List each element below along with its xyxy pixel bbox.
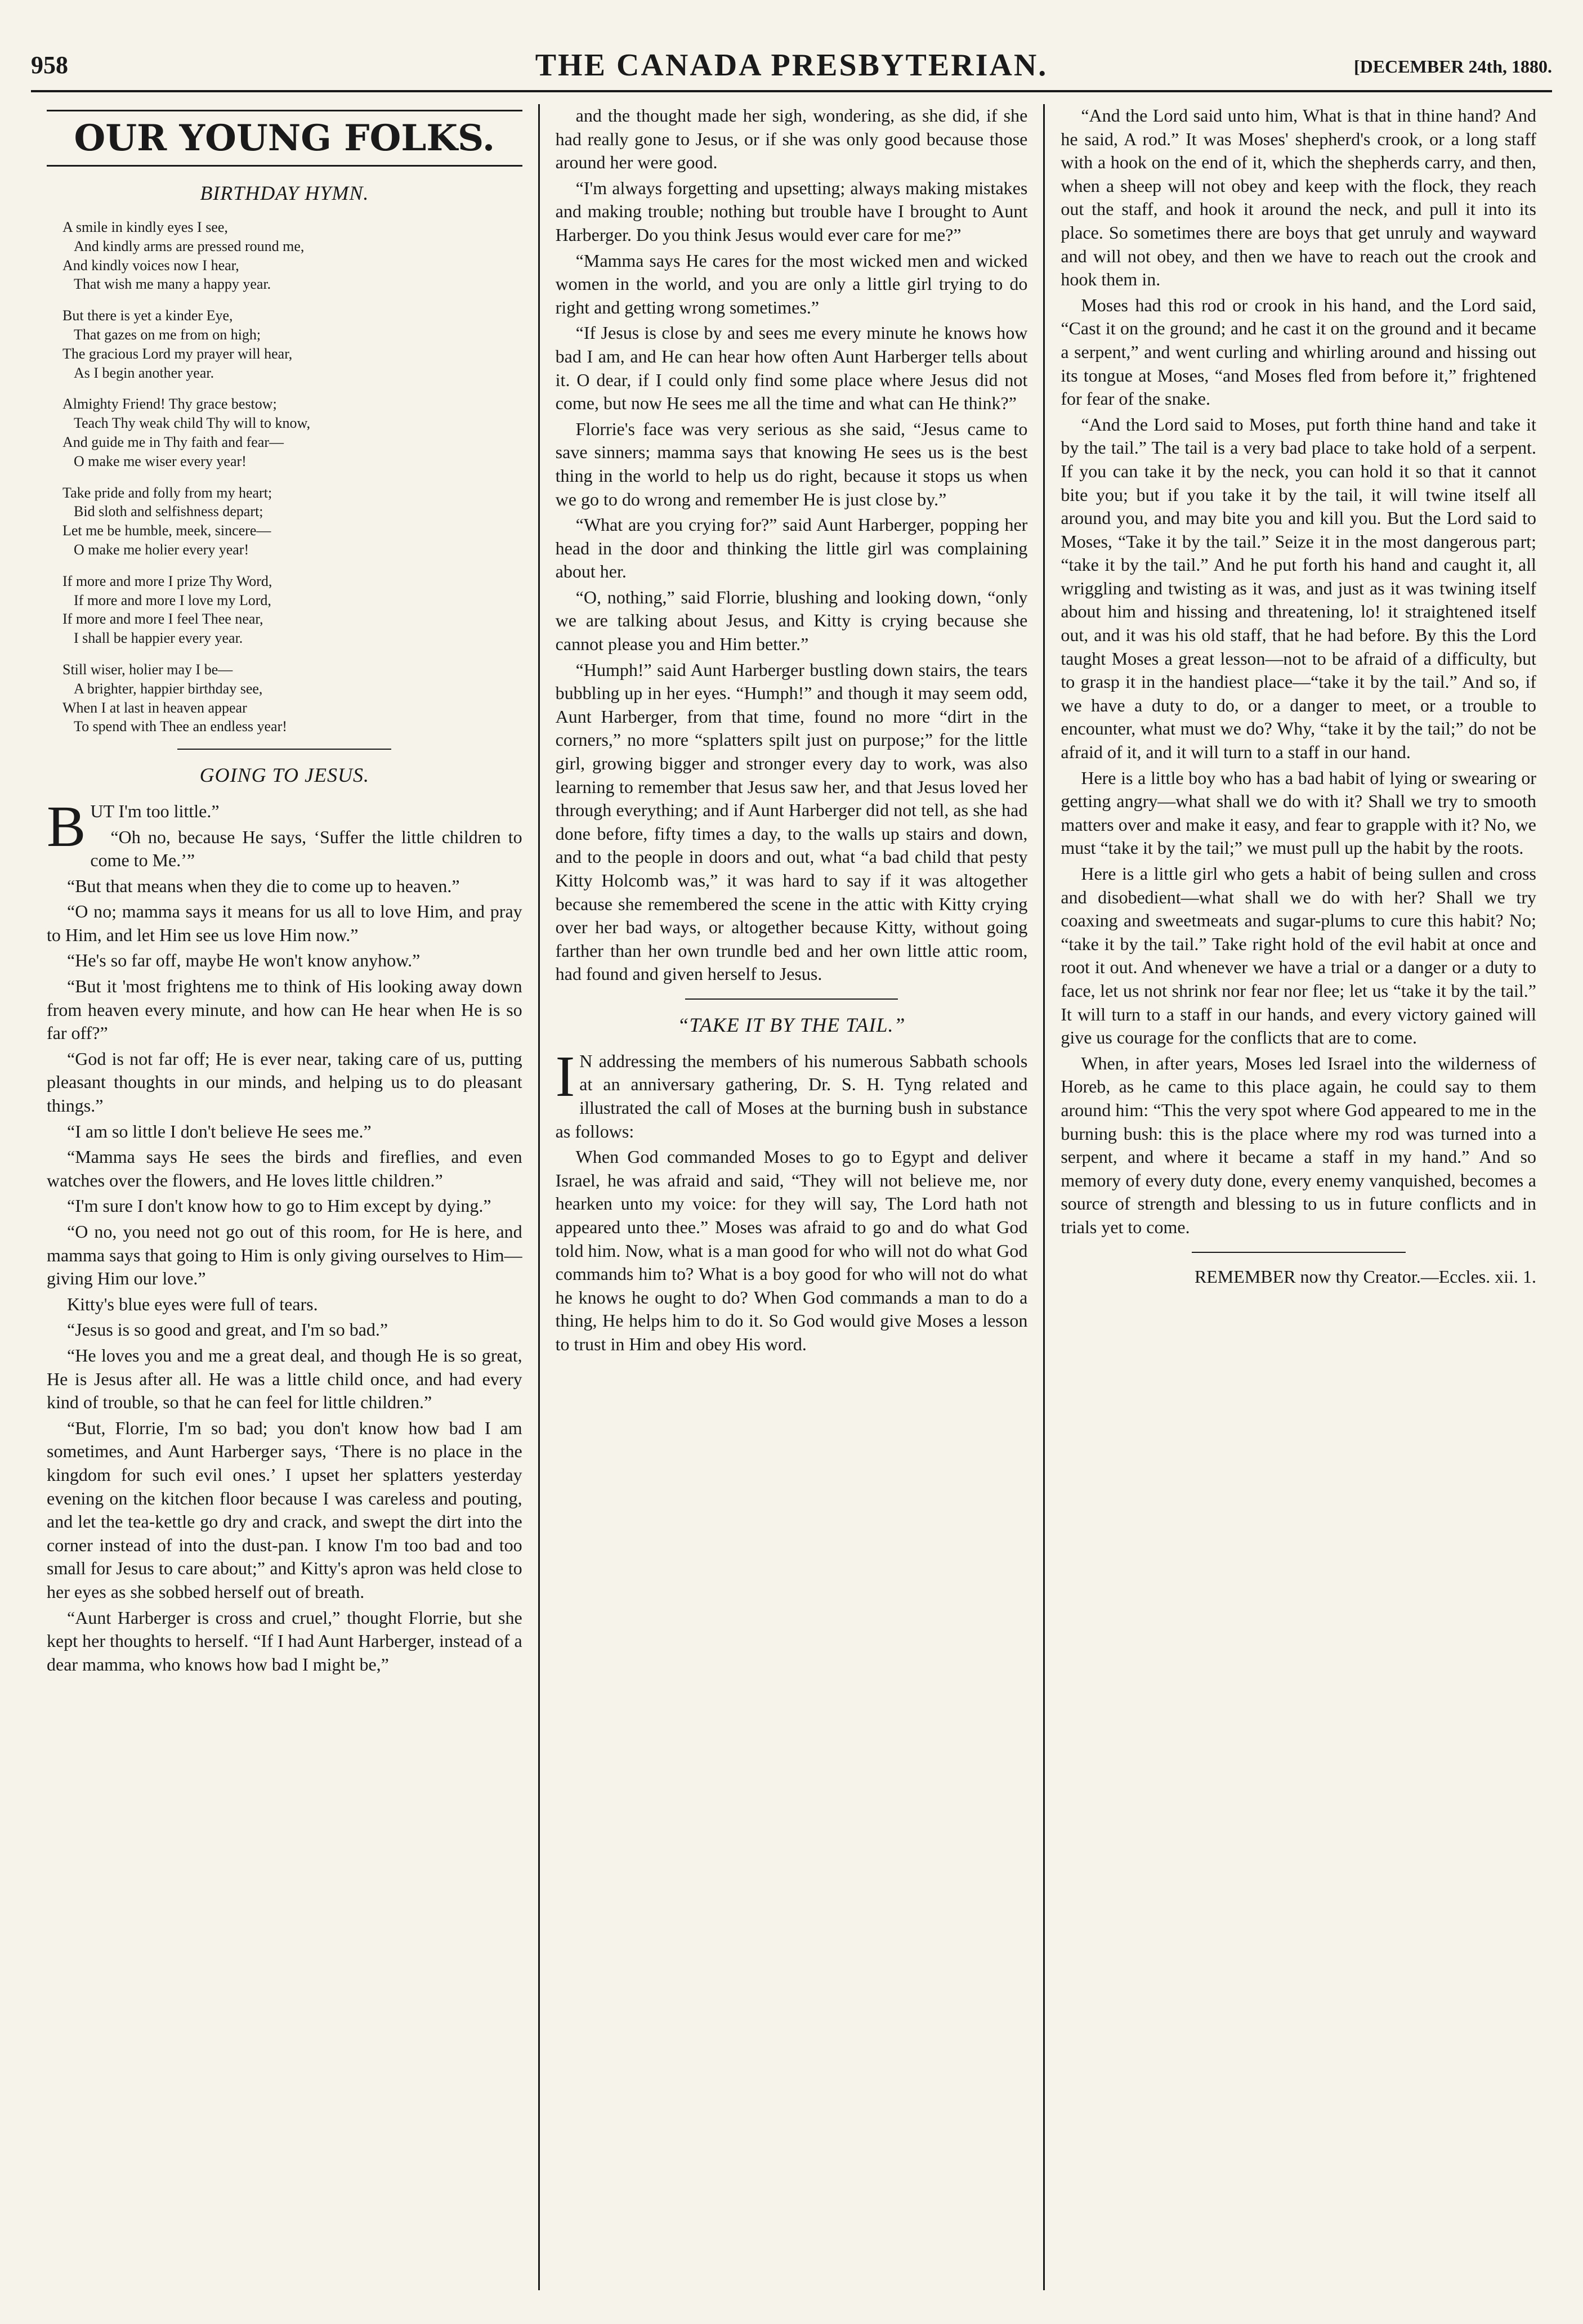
columns [31, 104, 1552, 2290]
hymn-stanza [62, 660, 522, 736]
section-heading: OUR YOUNG FOLKS. [47, 110, 522, 167]
hymn-line: Let me be humble, meek, sincere— [62, 522, 271, 539]
hymn-line: And kindly arms are pressed round me, [74, 238, 305, 254]
paragraph: “What are you crying for?” said Aunt Harberger, popping her head in the door and thinking the little girl was complaining about her. [555, 514, 1028, 582]
paragraph: Here is a little girl who gets a habit of being sullen and cross and disobedient—what shall we do with her? Shall we try coaxing and sweetmeats and sugar-plums to cure this habit? No; “take it by the tail.” Take right hold of the evil habit at once and root it out. And whenever we have a trial or a danger or a duty to face, let us not shrink nor fear nor flee; let us “take it by the tail.” It will turn to a staff in our hands, and every victory gained will give us courage for the conflicts that are to come. [1061, 863, 1536, 1048]
hymn-line: And guide me in Thy faith and fear— [62, 433, 284, 450]
take-it-title: “TAKE IT BY THE TAIL.” [677, 1013, 906, 1036]
paragraph: “But it 'most frightens me to think of His looking away down from heaven every minute, and how can He hear when He is so far off?” [47, 976, 522, 1044]
hymn-stanza [62, 572, 522, 648]
paragraph: Kitty's blue eyes were full of tears. [67, 1293, 318, 1314]
dropcap-i: I [555, 1044, 575, 1109]
paragraph: “And the Lord said unto him, What is that in thine hand? And he said, A rod.” It was Moses' shepherd's crook, or a long staff with a hook on the end of it, which the shepherds carry, and then, when a sheep will not obey and keep with the flock, they reach out the staff, and hook it around the neck, and pull it into its place. So sometimes there are boys that get unruly and wayward and will not obey, and then we have to reach out the crook and hook them in. [1061, 105, 1536, 290]
going-to-jesus-body-2 [556, 104, 1028, 986]
hymn-line: A smile in kindly eyes I see, [62, 218, 228, 235]
paragraph: “Humph!” said Aunt Harberger bustling down stairs, the tears bubbling up in her eyes. “Humph!” and though it may seem odd, Aunt Harberger, from that time, found no more “dirt in the corners,” no more “splatters spilt just on purpose;” for the little girl, growing bigger and stronger every day to work, was also learning to remember that Jesus saw her, and that Jesus loved her through everything; and if Aunt Harberger did not tell, as she had done before, fifty times a day, to the walls up stairs and down, and to the people in doors and out, what “a bad child that pesty Kitty Holcomb was,” it was hard to say if it was altogether because she remembered the scene in the attic with Kitty crying over her bad ways, or altogether because Kitty, without going farther than her own trundle bed and her own little attic room, had found and given herself to Jesus. [555, 659, 1028, 984]
hymn-line: Bid sloth and selfishness depart; [74, 503, 263, 520]
paragraph: “I am so little I don't believe He sees me.” [67, 1121, 372, 1141]
paragraph: “Aunt Harberger is cross and cruel,” thought Florrie, but she kept her thoughts to herself. “If I had Aunt Harberger, instead of a dear mamma, who knows how bad I might be,” [47, 1607, 522, 1674]
hymn-line: But there is yet a kinder Eye, [62, 307, 233, 324]
paragraph: When God commanded Moses to go to Egypt and deliver Israel, he was afraid and said, “They will not believe me, nor hearken unto my voice: for they will say, The Lord hath not appeared unto thee.” Moses was afraid to go and do what God told him. Now, what is a man good for who will not do what God commands him to? What is a boy good for who will not do what he knows he ought to do? When God commands a man to do a thing, He helps him to do it. So God would give Moses a lesson to trust in Him and obey His word. [555, 1147, 1028, 1354]
column-1 [31, 104, 538, 2290]
paragraph: “He loves you and me a great deal, and though He is so great, He is Jesus after all. He was a little child once, and had every kind of trouble, so that he can feel for little children.” [47, 1345, 522, 1413]
hymn-line: A brighter, happier birthday see, [74, 680, 263, 697]
column-3 [1045, 104, 1552, 2290]
hymn-line: Take pride and folly from my heart; [62, 484, 272, 501]
paragraph: and the thought made her sigh, wondering, as she did, if she had really gone to Jesus, or if she was only good because those around her were good. [555, 105, 1028, 173]
divider [177, 749, 391, 750]
paragraph: “Mamma says He cares for the most wicked men and wicked women in the world, and you are only a little girl trying to do right and getting wrong sometimes.” [555, 250, 1028, 317]
hymn-stanza [62, 306, 522, 382]
paragraph: “Oh no, because He says, ‘Suffer the little children to come to Me.’” [90, 826, 522, 871]
hymn-stanza [62, 218, 522, 294]
masthead [31, 45, 1552, 92]
closing-lead: REMEMBER [1194, 1266, 1296, 1287]
dropcap-b: B [47, 794, 86, 859]
paragraph: Moses had this rod or crook in his hand, and the Lord said, “Cast it on the ground; and he cast it on the ground and it became a serpent,” and went curling and whirling around and hissing out its tongue at Moses, “and Moses fled from before it,” frightened for fear of the snake. [1061, 294, 1536, 409]
take-it-body-2 [1061, 104, 1536, 1239]
hymn-line: O make me wiser every year! [74, 453, 247, 469]
take-it-opening [555, 1044, 1028, 1143]
column-2 [538, 104, 1045, 2290]
paragraph: “O no, you need not go out of this room, for He is here, and mamma says that going to Him is only giving ourselves to Him—giving Him our love.” [47, 1221, 522, 1289]
paragraph: “O, nothing,” said Florrie, blushing and looking down, “only we are talking about Jesus, and Kitty is crying because she cannot please you and Him better.” [555, 586, 1028, 655]
divider [685, 998, 897, 1000]
paragraph: “But that means when they die to come up to heaven.” [67, 875, 460, 896]
hymn-line: If more and more I feel Thee near, [62, 611, 263, 628]
paragraph: “God is not far off; He is ever near, taking care of us, putting pleasant thoughts in our minds, and helping us to do pleasant things.” [47, 1048, 522, 1116]
hymn-line: If more and more I prize Thy Word, [62, 572, 272, 589]
paragraph: “Mamma says He sees the birds and fireflies, and even watches over the flowers, and He loves little children.” [47, 1147, 522, 1190]
hymn-line: That gazes on me from on high; [74, 326, 261, 343]
hymn-line: If more and more I love my Lord, [74, 592, 271, 608]
paragraph: “O no; mamma says it means for us all to love Him, and pray to Him, and let Him see us love Him now.” [47, 901, 522, 945]
closing-verse [1061, 1265, 1536, 1289]
going-to-jesus-title: GOING TO JESUS. [199, 764, 369, 787]
birthday-hymn [62, 218, 522, 736]
page-number: 958 [31, 51, 68, 79]
opening-text: UT I'm too little.” [90, 800, 220, 821]
paragraph: Here is a little boy who has a bad habit of lying or swearing or getting angry—what shall we do with it? Shall we try to smooth matters over and make it easy, and fear to grapple with it? No, we must “take it by the tail;” we must pull up the habit by the roots. [1061, 767, 1536, 858]
hymn-title: BIRTHDAY HYMN. [200, 182, 369, 205]
hymn-line: Teach Thy weak child Thy will to know, [74, 415, 311, 432]
hymn-stanza [62, 395, 522, 471]
paragraph: Florrie's face was very serious as she said, “Jesus came to save sinners; mamma says that knowing He sees us is the best thing in the world to help us do right, because it stops us when we go to do wrong and remember He is just close by.” [555, 418, 1028, 509]
going-to-jesus-body-1 [47, 826, 522, 1677]
hymn-line: As I begin another year. [74, 364, 214, 381]
hymn-stanza [62, 483, 522, 559]
paper-title: THE CANADA PRESBYTERIAN. [535, 48, 1048, 83]
paragraph: “And the Lord said to Moses, put forth thine hand and take it by the tail.” The tail is a very bad place to take hold of a serpent. If you can take it by the neck, you can hold it so that it cannot bite you; but if you take it by the tail, it will twine itself all around you, and may bite you and kill you. But the Lord said to Moses, “Take it by the tail.” Seize it in the most dangerous part; “take it by the tail.” And he put forth his hand and caught it, all wriggling and twisting as it was, and just as it was twining itself about him and hissing and threatening, lo! it straightened itself out, and it was his old staff, that he had before. By this the Lord taught Moses a great lesson—not to be afraid of a difficulty, but to grasp it in the handiest place—“take it by the tail.” And so, if we have a duty to do, or a danger to meet, or a trouble to encounter, what must we do? Why, “take it by the tail;” do not be afraid of it, and it will turn to a staff in our hand. [1061, 414, 1536, 763]
hymn-line: When I at last in heaven appear [62, 699, 247, 716]
divider [1192, 1252, 1406, 1253]
issue-date: [DECEMBER 24th, 1880. [1353, 56, 1552, 77]
closing-rest: now thy Creator.—Eccles. xii. 1. [1295, 1266, 1536, 1287]
hymn-line: That wish me many a happy year. [74, 276, 271, 293]
take-it-body-1 [556, 1145, 1028, 1356]
paragraph: “I'm always forgetting and upsetting; always making mistakes and making trouble; nothing but trouble have I brought to Aunt Harberger. Do you think Jesus would ever care for me?” [555, 177, 1028, 245]
hymn-line: And kindly voices now I hear, [62, 257, 239, 274]
paragraph: “I'm sure I don't know how to go to Him except by dying.” [67, 1195, 491, 1216]
opening-text: N addressing the members of his numerous Sabbath schools at an anniversary gathering, Dr. S. H. Tyng related and illustrated the call of Moses at the burning bush in substance as follows: [555, 1050, 1028, 1141]
paragraph: “If Jesus is close by and sees me every minute he knows how bad I am, and He can hear how often Aunt Harberger tells about it. O dear, if I could only find some place where Jesus did not come, but now He sees me all the time and what can He think?” [555, 323, 1028, 414]
paragraph: “But, Florrie, I'm so bad; you don't know how bad I am sometimes, and Aunt Harberger says, ‘There is no place in the kingdom for such evil ones.’ I upset her splatters yesterday evening on the kitchen floor because I was careless and pouting, and let the tea-kettle go dry and crack, and swept the dirt into the corner instead of into the dust-pan. I know I'm too bad and too small for Jesus to care about;” and Kitty's apron was held close to her eyes as she sobbed herself out of breath. [47, 1417, 522, 1602]
hymn-line: To spend with Thee an endless year! [74, 718, 287, 735]
hymn-line: Almighty Friend! Thy grace bestow; [62, 396, 277, 413]
paragraph: When, in after years, Moses led Israel into the wilderness of Horeb, as he came to this place again, he could say to them around him: “This the very spot where God appeared to me in the burning bush: this is the place where my rod was turned into a serpent, and where it became a staff in my hand.” And so memory of every duty done, every enemy vanquished, becomes a source of strength and blessing to us in future conflicts and in trials yet to come. [1061, 1053, 1536, 1237]
hymn-line: Still wiser, holier may I be— [62, 661, 233, 678]
hymn-line: O make me holier every year! [74, 541, 249, 558]
hymn-line: I shall be happier every year. [74, 630, 243, 647]
paragraph: “Jesus is so good and great, and I'm so bad.” [67, 1319, 388, 1340]
paragraph: “He's so far off, maybe He won't know anyhow.” [67, 950, 421, 971]
hymn-line: The gracious Lord my prayer will hear, [62, 345, 293, 362]
